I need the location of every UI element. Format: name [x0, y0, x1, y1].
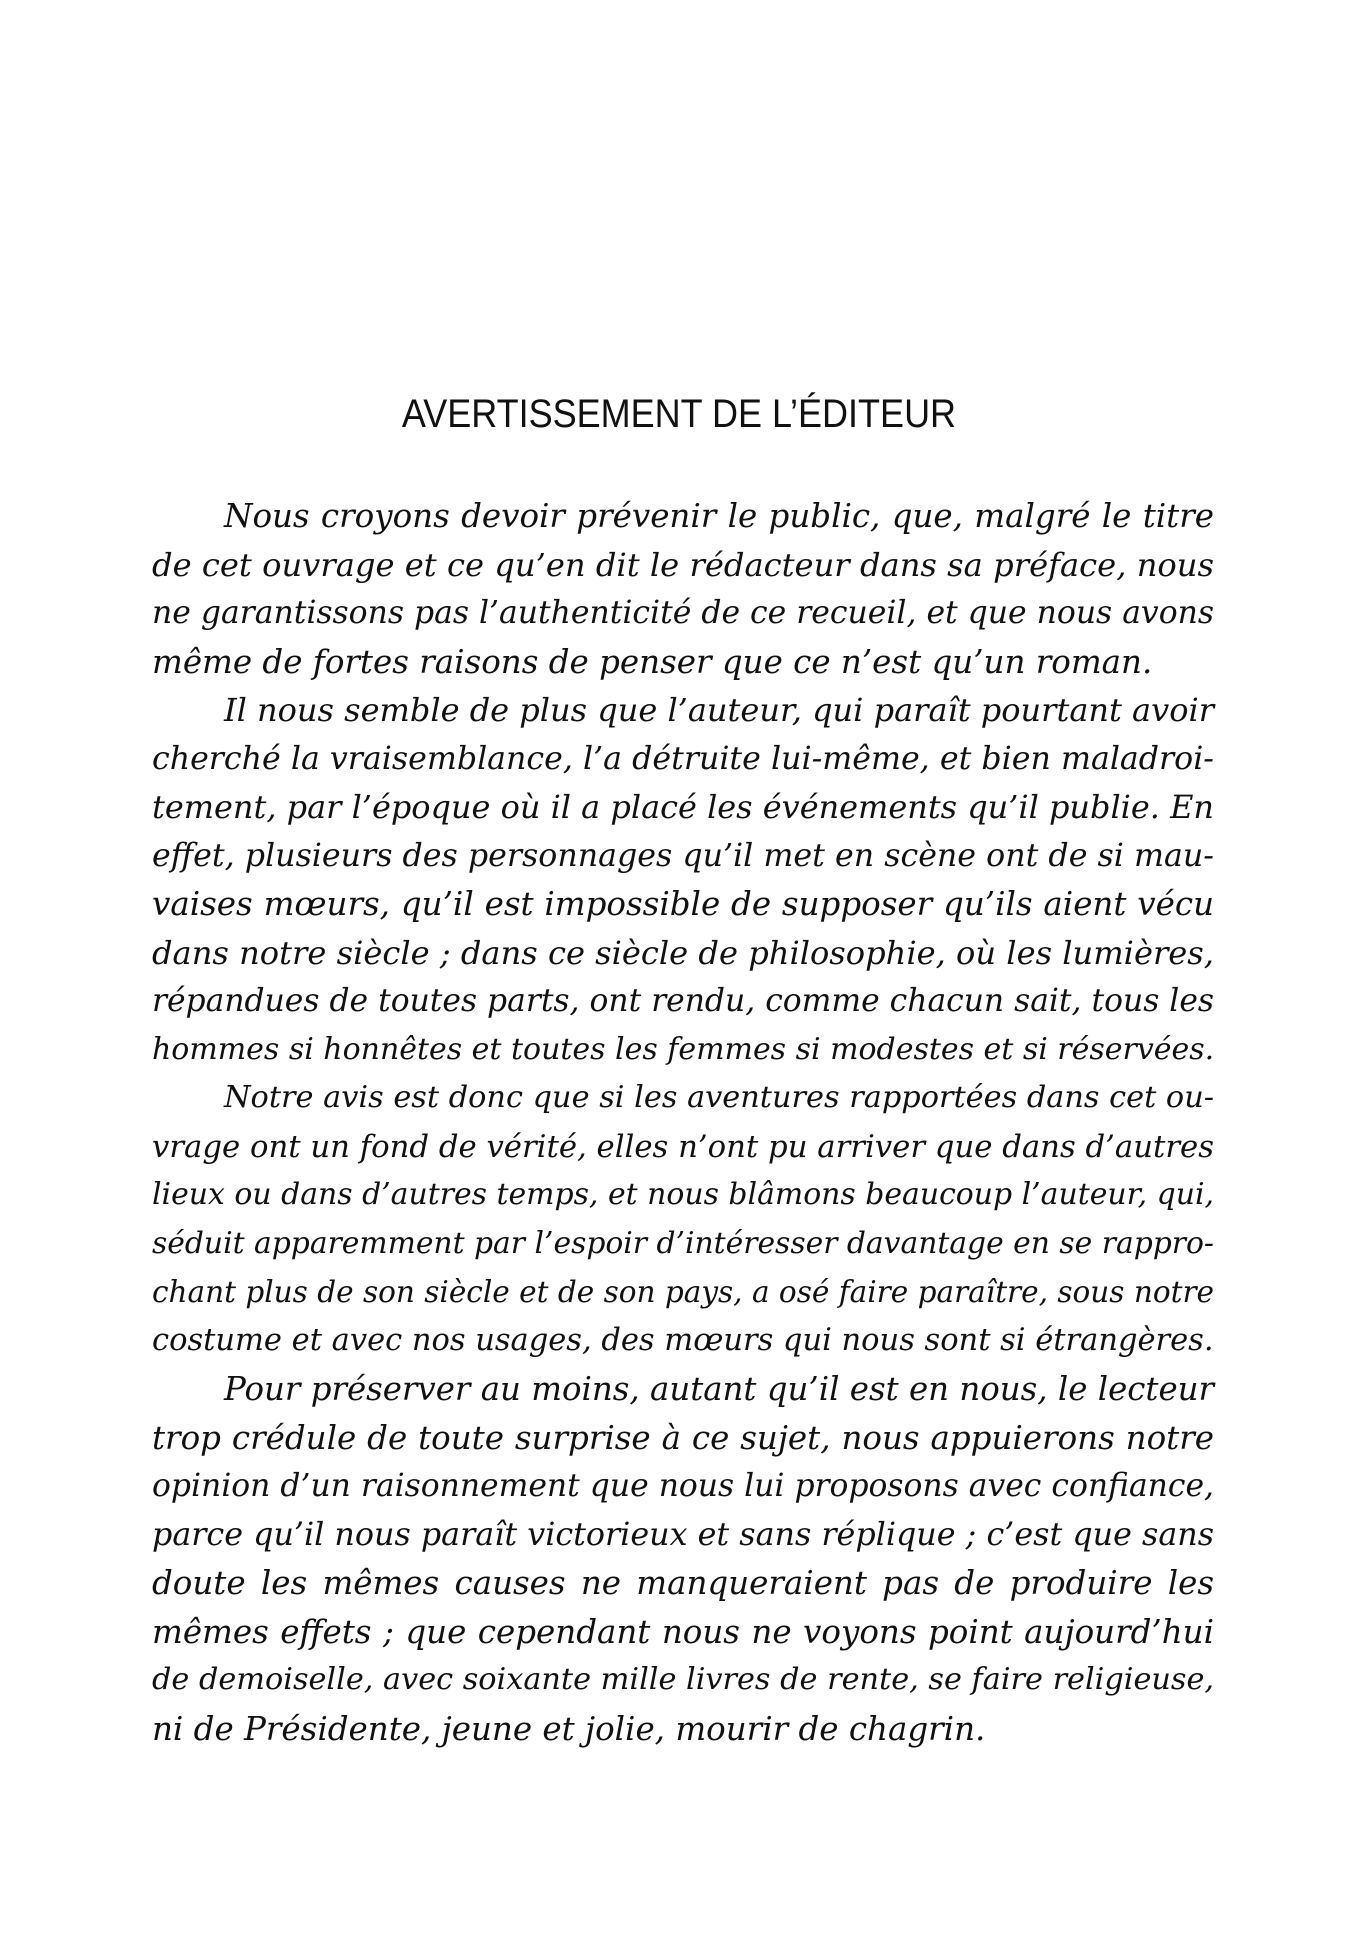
text-line: lieux ou dans d’autres temps, et nous blâmons beaucoup l’auteur, qui,: [152, 1177, 1214, 1212]
text-line: Notre avis est donc que si les aventures rapportées dans cet ou-: [224, 1080, 1214, 1115]
text-line: effet, plusieurs des personnages qu’il met en scène ont de si mau-: [152, 837, 1214, 874]
text-line: ni de Présidente, jeune et jolie, mourir de chagrin.: [152, 1709, 986, 1748]
text-line: Pour préserver au moins, autant qu’il est en nous, le lecteur: [224, 1370, 1214, 1408]
text-line: Il nous semble de plus que l’auteur, qui paraît pourtant avoir: [224, 691, 1214, 729]
text-line: même de fortes raisons de penser que ce n’est qu’un roman.: [152, 642, 1153, 681]
text-line: parce qu’il nous paraît victorieux et sans réplique ; c’est que sans: [152, 1516, 1214, 1553]
text-line: répandues de toutes parts, ont rendu, comme chacun sait, tous les: [152, 983, 1214, 1019]
text-line: de demoiselle, avec soixante mille livres de rente, se faire religieuse,: [152, 1662, 1214, 1697]
text-line: dans notre siècle ; dans ce siècle de philosophie, où les lumières,: [152, 933, 1214, 972]
page-title: AVERTISSEMENT DE L’ÉDITEUR: [401, 392, 957, 436]
text-line: trop crédule de toute surprise à ce sujet, nous appuierons notre: [152, 1418, 1214, 1457]
text-line: costume et avec nos usages, des mœurs qui nous sont si étrangères.: [152, 1322, 1214, 1358]
text-line: vrage ont un fond de vérité, elles n’ont pu arriver que dans d’autres: [152, 1128, 1214, 1165]
text-line: hommes si honnêtes et toutes les femmes si modestes et si réservées.: [152, 1031, 1215, 1067]
text-line: tement, par l’époque où il a placé les événements qu’il publie. En: [152, 788, 1214, 826]
preface-body: [152, 492, 1214, 1753]
text-line: Nous croyons devoir prévenir le public, que, malgré le titre: [224, 497, 1214, 535]
text-line: chant plus de son siècle et de son pays, a osé faire paraître, sous notre: [152, 1275, 1214, 1309]
text-line: séduit apparemment par l’espoir d’intéresser davantage en se rappro-: [152, 1225, 1214, 1261]
text-line: cherché la vraisemblance, l’a détruite lui-même, et bien maladroi-: [152, 740, 1214, 777]
text-line: mêmes effets ; que cependant nous ne voyons point aujourd’hui: [152, 1612, 1214, 1651]
text-line: vaises mœurs, qu’il est impossible de supposer qu’ils aient vécu: [152, 885, 1214, 923]
text-line: de cet ouvrage et ce qu’en dit le rédacteur dans sa préface, nous: [152, 545, 1214, 584]
text-line: doute les mêmes causes ne manqueraient pas de produire les: [152, 1564, 1214, 1602]
text-line: ne garantissons pas l’authenticité de ce recueil, et que nous avons: [152, 595, 1214, 631]
text-line: opinion d’un raisonnement que nous lui proposons avec confiance,: [152, 1468, 1214, 1504]
